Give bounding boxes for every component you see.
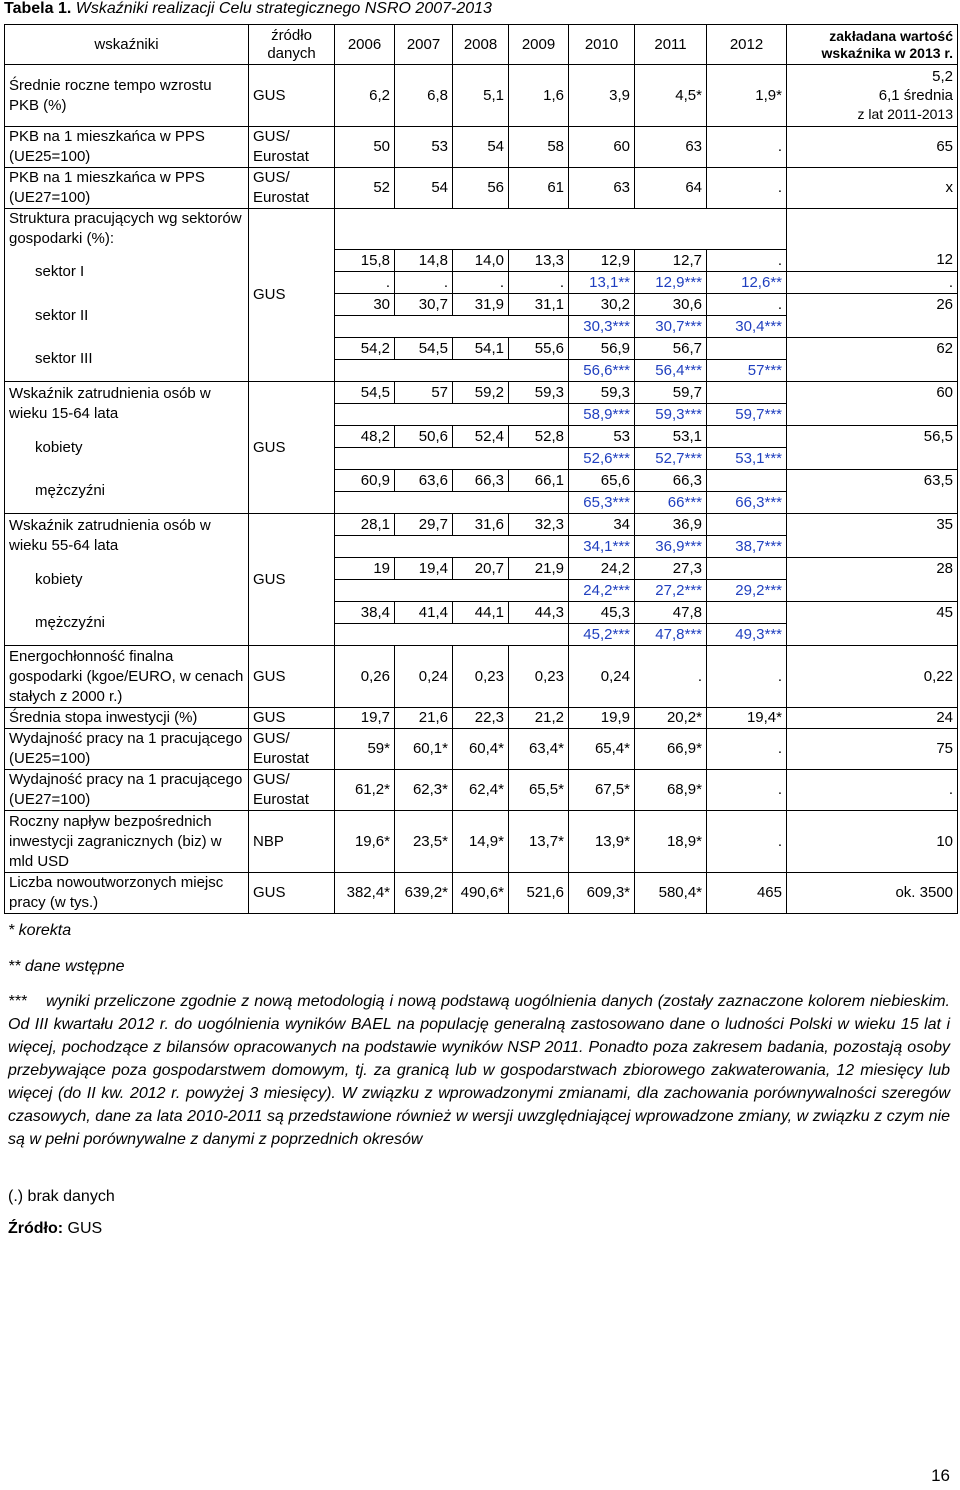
cell-value: 29,2*** xyxy=(707,580,787,602)
cell-value: 12,9 xyxy=(569,250,635,272)
cell-value: 60,1* xyxy=(395,729,453,770)
cell-value: 52 xyxy=(335,168,395,209)
cell-value: 59,3 xyxy=(569,382,635,404)
empty-cell xyxy=(335,360,569,382)
cell-value: 24,2*** xyxy=(569,580,635,602)
cell-value: 66,3*** xyxy=(707,492,787,514)
table-row xyxy=(5,470,958,492)
header-year: 2008 xyxy=(453,25,509,65)
cell-value: 31,1 xyxy=(509,294,569,316)
table-row xyxy=(5,558,958,580)
target-value: 24 xyxy=(787,708,958,729)
cell-value: . xyxy=(707,250,787,272)
cell-value: 62,3* xyxy=(395,770,453,811)
cell-value: 23,5* xyxy=(395,811,453,873)
row-label: Wskaźnik zatrudnienia osób w wieku 15-64 lata xyxy=(5,382,249,426)
cell-value: 65,6 xyxy=(569,470,635,492)
row-source: GUS xyxy=(249,708,335,729)
cell-value: 19,7 xyxy=(335,708,395,729)
cell-value: 38,4 xyxy=(335,602,395,624)
header-indicators: wskaźniki xyxy=(5,25,249,65)
row-source: GUS xyxy=(249,209,335,382)
target-value: 12 xyxy=(787,250,958,272)
target-value: 0,22 xyxy=(787,646,958,708)
cell-value: . xyxy=(707,770,787,811)
empty-cell xyxy=(787,624,958,646)
cell-value: 19,6* xyxy=(335,811,395,873)
cell-value: 60 xyxy=(569,127,635,168)
table-row xyxy=(5,602,958,624)
target-value: 5,2 xyxy=(932,68,953,85)
cell-value: 36,9 xyxy=(635,514,707,536)
cell-value: 15,8 xyxy=(335,250,395,272)
cell-value: 20,7 xyxy=(453,558,509,580)
cell-value: 53,1*** xyxy=(707,448,787,470)
cell-value: 21,9 xyxy=(509,558,569,580)
cell-value: 1,9* xyxy=(707,65,787,127)
cell-value: 19 xyxy=(335,558,395,580)
target-value: 63,5 xyxy=(787,470,958,492)
row-label: Wydajność pracy na 1 pracującego (UE27=100) xyxy=(5,770,249,811)
cell-value: . xyxy=(509,272,569,294)
cell-value xyxy=(707,602,787,624)
cell-value: 32,3 xyxy=(509,514,569,536)
empty-cell xyxy=(335,624,569,646)
target-value: . xyxy=(787,272,958,294)
cell-value: 58,9*** xyxy=(569,404,635,426)
cell-value: 30,6 xyxy=(635,294,707,316)
empty-cell xyxy=(787,580,958,602)
cell-value: 1,6 xyxy=(509,65,569,127)
cell-value: 31,6 xyxy=(453,514,509,536)
cell-value: 30,2 xyxy=(569,294,635,316)
cell-value: 64 xyxy=(635,168,707,209)
cell-value: 65,4* xyxy=(569,729,635,770)
empty-cell xyxy=(787,316,958,338)
table-caption: Wskaźniki realizacji Celu strategicznego NSRO 2007-2013 xyxy=(75,0,492,17)
target-value: 6,1 średnia xyxy=(878,87,953,104)
cell-value: 18,9* xyxy=(635,811,707,873)
cell-value: 19,4 xyxy=(395,558,453,580)
source-label: Źródło: xyxy=(8,1220,64,1237)
cell-value: 0,26 xyxy=(335,646,395,708)
cell-value xyxy=(707,382,787,404)
cell-value: 0,23 xyxy=(453,646,509,708)
target-value: 65 xyxy=(787,127,958,168)
cell-value: 24,2 xyxy=(569,558,635,580)
cell-value: 52,7*** xyxy=(635,448,707,470)
cell-value: 54,5 xyxy=(395,338,453,360)
cell-value: 53 xyxy=(569,426,635,448)
table-row xyxy=(5,65,958,127)
row-label: Roczny napływ bezpośrednich inwestycji zagranicznych (biz) w mld USD xyxy=(5,811,249,873)
cell-value: 30,7*** xyxy=(635,316,707,338)
cell-value: 30,3*** xyxy=(569,316,635,338)
table-row xyxy=(5,382,958,404)
target-value: 28 xyxy=(787,558,958,580)
empty-cell xyxy=(335,536,569,558)
table-row xyxy=(5,873,958,914)
cell-value: 65,3*** xyxy=(569,492,635,514)
footnote-recalculated xyxy=(8,990,950,1151)
table-row xyxy=(5,338,958,360)
cell-value: 59,7*** xyxy=(707,404,787,426)
cell-value: 55,6 xyxy=(509,338,569,360)
cell-value: 52,4 xyxy=(453,426,509,448)
cell-value: 59* xyxy=(335,729,395,770)
cell-value: 6,8 xyxy=(395,65,453,127)
row-label: PKB na 1 mieszkańca w PPS (UE25=100) xyxy=(5,127,249,168)
table-row xyxy=(5,426,958,448)
table-row xyxy=(5,294,958,316)
cell-value: 53,1 xyxy=(635,426,707,448)
empty-cell xyxy=(787,448,958,470)
cell-value: 57 xyxy=(395,382,453,404)
cell-value: 639,2* xyxy=(395,873,453,914)
cell-value xyxy=(707,470,787,492)
cell-value: 14,8 xyxy=(395,250,453,272)
cell-value: 31,9 xyxy=(453,294,509,316)
cell-value: 68,9* xyxy=(635,770,707,811)
cell-value: 30,7 xyxy=(395,294,453,316)
cell-value: 56,7 xyxy=(635,338,707,360)
target-value: . xyxy=(787,770,958,811)
cell-value xyxy=(707,558,787,580)
source-note xyxy=(8,1220,102,1238)
cell-value: . xyxy=(707,294,787,316)
target-value: x xyxy=(787,168,958,209)
cell-value: 53 xyxy=(395,127,453,168)
cell-value: 59,7 xyxy=(635,382,707,404)
cell-value: 27,2*** xyxy=(635,580,707,602)
cell-value: 66*** xyxy=(635,492,707,514)
table-row xyxy=(5,708,958,729)
target-value: 26 xyxy=(787,294,958,316)
cell-value: 45,3 xyxy=(569,602,635,624)
cell-value: . xyxy=(707,127,787,168)
cell-value: 56,4*** xyxy=(635,360,707,382)
row-source: GUS xyxy=(249,514,335,646)
cell-value: 52,8 xyxy=(509,426,569,448)
cell-value: 13,1** xyxy=(569,272,635,294)
header-year: 2006 xyxy=(335,25,395,65)
cell-value: 6,2 xyxy=(335,65,395,127)
cell-value: 21,6 xyxy=(395,708,453,729)
footnote-no-data: (.) brak danych xyxy=(8,1188,115,1205)
cell-value: 14,0 xyxy=(453,250,509,272)
footnote-recalc-text: wyniki przeliczone zgodnie z nową metodologią i nową podstawą uogólnienia danych (zostały zaznaczone kolorem niebieskim. Od III kwartału 2012 r. do uogólnienia wyników BAEL na populację generalną zastosowano dane o ludności Polski w wieku 15 lat i więcej, pochodzące z bilansów opracowanych na podstawie wyników NSP 2011. Ponadto poza zakresem badania, pozostają osoby przebywające poza gospodarstwem domowym, tj. za granicą lub w gospodarstwach zbiorowego zakwaterowania, 12 miesięcy lub więcej (do II kw. 2012 r. powyżej 3 miesięcy). W związku z wprowadzonymi zmianami, dla zachowania porównywalności szeregów czasowych, dane za lata 2010-2011 są przedstawione również w wersji uwzględniającej wprowadzone zmiany, w związku z czym nie są w pełni porównywalne z danymi z poprzednich okresów xyxy=(8,993,950,1148)
cell-value: 58 xyxy=(509,127,569,168)
target-value: 10 xyxy=(787,811,958,873)
header-row xyxy=(5,25,958,65)
cell-value: 13,9* xyxy=(569,811,635,873)
cell-value: . xyxy=(635,646,707,708)
cell-value: 382,4* xyxy=(335,873,395,914)
cell-value: 20,2* xyxy=(635,708,707,729)
row-label: Liczba nowoutworzonych miejsc pracy (w tys.) xyxy=(5,873,249,914)
target-note: z lat 2011-2013 xyxy=(857,106,953,122)
empty-cell xyxy=(335,448,569,470)
cell-value: 28,1 xyxy=(335,514,395,536)
cell-value: 19,4* xyxy=(707,708,787,729)
cell-value: 21,2 xyxy=(509,708,569,729)
cell-value: 63,6 xyxy=(395,470,453,492)
row-label: Wskaźnik zatrudnienia osób w wieku 55-64 lata xyxy=(5,514,249,558)
row-source: GUS xyxy=(249,65,335,127)
cell-value: 609,3* xyxy=(569,873,635,914)
header-target: zakładana wartość wskaźnika w 2013 r. xyxy=(787,25,958,65)
header-year: 2010 xyxy=(569,25,635,65)
cell-value: 65,5* xyxy=(509,770,569,811)
empty-cell xyxy=(335,404,569,426)
cell-value: . xyxy=(707,811,787,873)
cell-value: 61,2* xyxy=(335,770,395,811)
row-source: NBP xyxy=(249,811,335,873)
row-label: PKB na 1 mieszkańca w PPS (UE27=100) xyxy=(5,168,249,209)
cell-value xyxy=(707,338,787,360)
target-value: 56,5 xyxy=(787,426,958,448)
cell-value: 60,9 xyxy=(335,470,395,492)
empty-cell xyxy=(787,492,958,514)
table-row xyxy=(5,729,958,770)
cell-value: 63 xyxy=(635,127,707,168)
cell-value: 34,1*** xyxy=(569,536,635,558)
cell-value: 29,7 xyxy=(395,514,453,536)
cell-value: 521,6 xyxy=(509,873,569,914)
empty-cell xyxy=(787,209,958,250)
row-source: GUS/ Eurostat xyxy=(249,127,335,168)
target-value: 45 xyxy=(787,602,958,624)
cell-value xyxy=(707,426,787,448)
row-source: GUS/ Eurostat xyxy=(249,770,335,811)
row-source: GUS xyxy=(249,382,335,514)
header-year: 2012 xyxy=(707,25,787,65)
cell-value: 4,5* xyxy=(635,65,707,127)
cell-value: 59,3 xyxy=(509,382,569,404)
target-value: 75 xyxy=(787,729,958,770)
cell-value: . xyxy=(707,168,787,209)
table-row xyxy=(5,646,958,708)
table-title xyxy=(4,0,492,18)
cell-value: 54,5 xyxy=(335,382,395,404)
row-source: GUS/ Eurostat xyxy=(249,729,335,770)
row-label: sektor III xyxy=(5,338,249,382)
cell-value: 59,3*** xyxy=(635,404,707,426)
table-row xyxy=(5,514,958,536)
empty-cell xyxy=(787,404,958,426)
cell-value: 63 xyxy=(569,168,635,209)
cell-value: 54 xyxy=(453,127,509,168)
cell-value: 13,3 xyxy=(509,250,569,272)
target-value: ok. 3500 xyxy=(787,873,958,914)
cell-value: 12,9*** xyxy=(635,272,707,294)
row-label: mężczyźni xyxy=(5,470,249,514)
table-row xyxy=(5,811,958,873)
cell-value: 12,7 xyxy=(635,250,707,272)
table-label: Tabela 1. xyxy=(4,0,72,17)
empty-cell xyxy=(787,360,958,382)
cell-value: . xyxy=(707,646,787,708)
cell-value: 36,9*** xyxy=(635,536,707,558)
cell-value: . xyxy=(453,272,509,294)
cell-value: 45,2*** xyxy=(569,624,635,646)
footnote-mark: *** xyxy=(8,993,27,1010)
cell-value: 0,24 xyxy=(569,646,635,708)
row-label: kobiety xyxy=(5,558,249,602)
cell-value: 54,2 xyxy=(335,338,395,360)
row-label: sektor II xyxy=(5,294,249,338)
empty-cell xyxy=(787,536,958,558)
footnote-correction: * korekta xyxy=(8,922,72,939)
row-source: GUS xyxy=(249,646,335,708)
target-value: 62 xyxy=(787,338,958,360)
cell-value xyxy=(707,514,787,536)
target-value: 60 xyxy=(787,382,958,404)
row-label: Struktura pracujących wg sektorów gospodarki (%): xyxy=(5,209,249,250)
cell-value: 56,9 xyxy=(569,338,635,360)
table-row xyxy=(5,250,958,272)
empty-cell xyxy=(335,580,569,602)
table-row xyxy=(5,770,958,811)
row-label: Energochłonność finalna gospodarki (kgoe/EURO, w cenach stałych z 2000 r.) xyxy=(5,646,249,708)
footnote-preliminary: ** dane wstępne xyxy=(8,958,125,975)
cell-value: 52,6*** xyxy=(569,448,635,470)
cell-value: 3,9 xyxy=(569,65,635,127)
cell-value: . xyxy=(335,272,395,294)
row-label: Wydajność pracy na 1 pracującego (UE25=100) xyxy=(5,729,249,770)
cell-value: 66,3 xyxy=(453,470,509,492)
cell-value: 30 xyxy=(335,294,395,316)
cell-value: 54 xyxy=(395,168,453,209)
row-source: GUS/ Eurostat xyxy=(249,168,335,209)
cell-value: 13,7* xyxy=(509,811,569,873)
row-label: mężczyźni xyxy=(5,602,249,646)
cell-value: 59,2 xyxy=(453,382,509,404)
cell-value: 56 xyxy=(453,168,509,209)
row-source: GUS xyxy=(249,873,335,914)
cell-value: 66,3 xyxy=(635,470,707,492)
table-row xyxy=(5,168,958,209)
cell-value: 63,4* xyxy=(509,729,569,770)
cell-value: 0,23 xyxy=(509,646,569,708)
cell-value: 62,4* xyxy=(453,770,509,811)
cell-value: . xyxy=(707,729,787,770)
cell-value: 50 xyxy=(335,127,395,168)
cell-value: 38,7*** xyxy=(707,536,787,558)
cell-value: . xyxy=(395,272,453,294)
cell-value: 30,4*** xyxy=(707,316,787,338)
cell-value: 48,2 xyxy=(335,426,395,448)
cell-value: 44,1 xyxy=(453,602,509,624)
cell-value: 66,1 xyxy=(509,470,569,492)
cell-value: 19,9 xyxy=(569,708,635,729)
cell-value: 47,8 xyxy=(635,602,707,624)
cell-value: 47,8*** xyxy=(635,624,707,646)
cell-value: 12,6** xyxy=(707,272,787,294)
cell-value: 54,1 xyxy=(453,338,509,360)
cell-value: 0,24 xyxy=(395,646,453,708)
empty-cell xyxy=(335,316,569,338)
cell-value: 66,9* xyxy=(635,729,707,770)
indicators-table xyxy=(4,24,958,914)
cell-value: 44,3 xyxy=(509,602,569,624)
source-value: GUS xyxy=(67,1220,103,1237)
row-label: sektor I xyxy=(5,250,249,294)
empty-cell xyxy=(335,492,569,514)
header-year: 2009 xyxy=(509,25,569,65)
cell-value: 5,1 xyxy=(453,65,509,127)
cell-value: 465 xyxy=(707,873,787,914)
cell-value: 22,3 xyxy=(453,708,509,729)
empty-cell xyxy=(335,209,787,250)
row-label: Średnia stopa inwestycji (%) xyxy=(5,708,249,729)
target-value: 35 xyxy=(787,514,958,536)
header-year: 2007 xyxy=(395,25,453,65)
cell-value: 60,4* xyxy=(453,729,509,770)
row-label: Średnie roczne tempo wzrostu PKB (%) xyxy=(5,65,249,127)
row-label: kobiety xyxy=(5,426,249,470)
cell-value: 41,4 xyxy=(395,602,453,624)
header-source: źródło danych xyxy=(249,25,335,65)
cell-value: 56,6*** xyxy=(569,360,635,382)
cell-value: 34 xyxy=(569,514,635,536)
table-row xyxy=(5,209,958,250)
header-year: 2011 xyxy=(635,25,707,65)
cell-value: 14,9* xyxy=(453,811,509,873)
cell-value: 580,4* xyxy=(635,873,707,914)
cell-value: 61 xyxy=(509,168,569,209)
cell-value: 27,3 xyxy=(635,558,707,580)
cell-value: 50,6 xyxy=(395,426,453,448)
target-cell xyxy=(787,65,958,127)
cell-value: 57*** xyxy=(707,360,787,382)
cell-value: 490,6* xyxy=(453,873,509,914)
cell-value: 67,5* xyxy=(569,770,635,811)
page-number: 16 xyxy=(931,1466,950,1485)
table-row xyxy=(5,127,958,168)
cell-value: 49,3*** xyxy=(707,624,787,646)
